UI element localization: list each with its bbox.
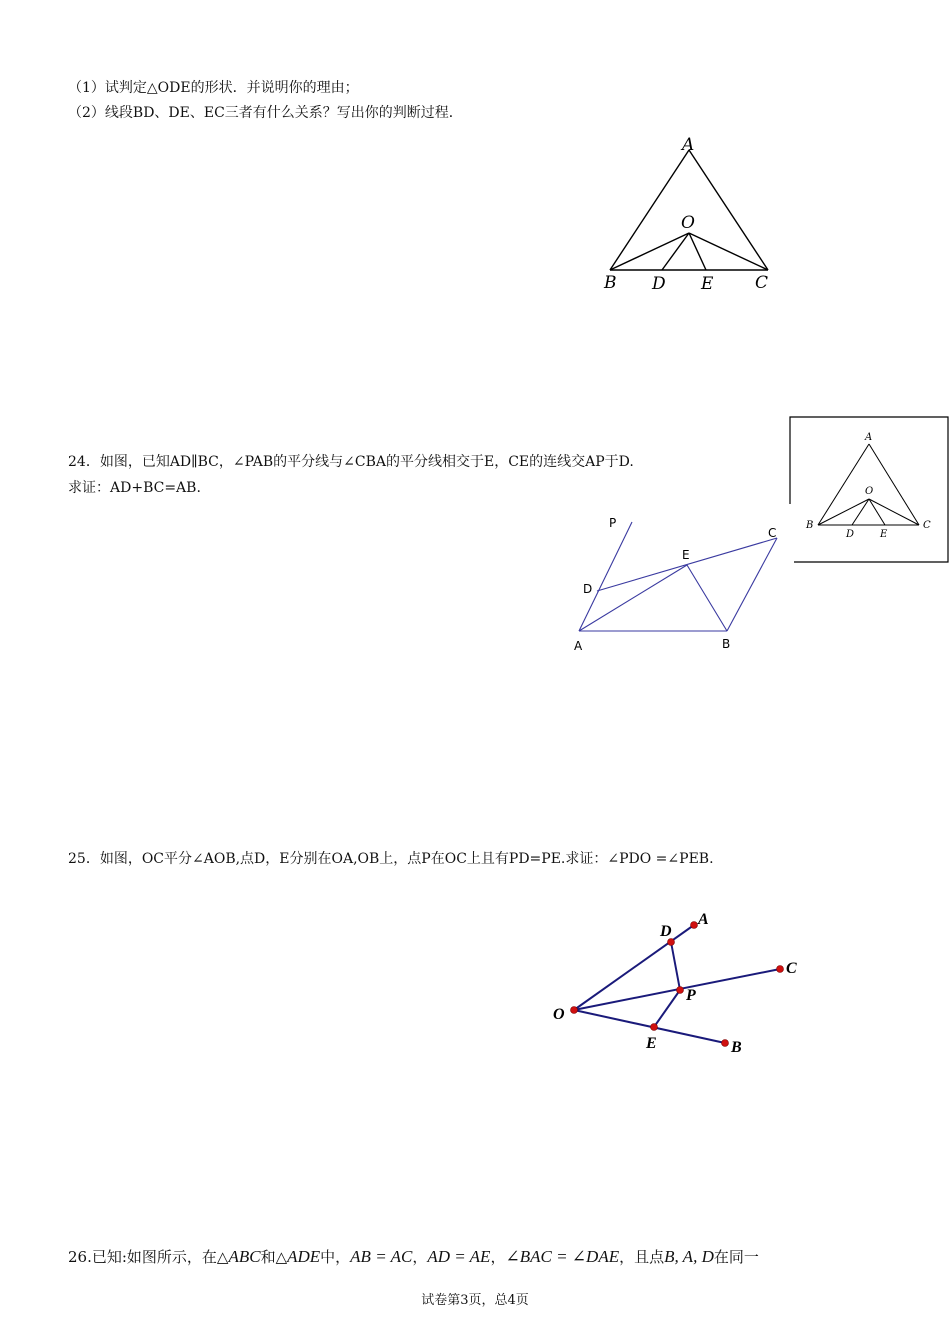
q25-point-e bbox=[651, 1024, 658, 1031]
q25-point-a bbox=[691, 922, 698, 929]
q25-line1: 25．如图，OC平分∠AOB,点D，E分别在OA,OB上，点P在OC上且有PD=PE.求证：∠PDO =∠PEB. bbox=[68, 851, 714, 867]
q25-label-b: B bbox=[731, 1039, 742, 1056]
q25-label-e: E bbox=[646, 1035, 657, 1052]
q24-label-e: E bbox=[682, 548, 690, 562]
q26-mid: 中， bbox=[320, 1248, 351, 1266]
side-boxed-figure bbox=[788, 416, 950, 564]
q24-label-d: D bbox=[583, 582, 593, 596]
q26-sep2: ， bbox=[490, 1248, 506, 1266]
q23-part1: （1）试判定△ODE的形状．并说明你的理由； bbox=[68, 80, 359, 96]
page-footer: 试卷第3页，总4页 bbox=[421, 1293, 529, 1308]
q25-point-c bbox=[777, 966, 784, 973]
q26-sep1: ， bbox=[412, 1248, 428, 1266]
q26-eq1: AB = AC bbox=[350, 1247, 413, 1266]
q23-part2: （2）线段BD、DE、EC三者有什么关系？写出你的判断过程． bbox=[68, 105, 463, 121]
side-label-e: E bbox=[880, 529, 888, 540]
side-label-d: D bbox=[846, 529, 855, 540]
q24-figure bbox=[570, 515, 790, 655]
q25-label-p: P bbox=[686, 987, 696, 1004]
q24-label-b: B bbox=[722, 637, 731, 651]
q23-label-e: E bbox=[701, 274, 714, 294]
q26-line1 bbox=[68, 1246, 759, 1268]
q23-triangle-figure bbox=[600, 130, 800, 300]
q26-tri1: ABC bbox=[228, 1247, 261, 1266]
q26-tail: 在同一 bbox=[713, 1248, 759, 1266]
q23-label-c: C bbox=[755, 273, 769, 293]
side-label-o: O bbox=[865, 486, 874, 497]
q23-label-b: B bbox=[604, 273, 617, 293]
q23-label-a: A bbox=[682, 135, 695, 155]
q23-label-o: O bbox=[681, 213, 695, 233]
q26-suffix: ，且点 bbox=[619, 1248, 665, 1266]
q25-label-a: A bbox=[698, 911, 709, 928]
q25-label-o: O bbox=[553, 1006, 565, 1023]
q26-prefix: 26.已知:如图所示，在△ bbox=[68, 1248, 229, 1266]
q26-eq2: AD = AE bbox=[427, 1247, 491, 1266]
q24-label-a: A bbox=[574, 639, 583, 653]
q25-point-p bbox=[677, 987, 684, 994]
q26-tri2: ADE bbox=[287, 1247, 321, 1266]
q24-line2: 求证：AD+BC=AB. bbox=[68, 480, 201, 496]
q23-label-d: D bbox=[652, 274, 666, 294]
q24-label-p: P bbox=[609, 516, 617, 530]
side-label-c: C bbox=[923, 520, 931, 531]
q26-points: B, A, D bbox=[664, 1247, 714, 1266]
q26-eq3: ∠BAC = ∠DAE bbox=[505, 1247, 620, 1266]
q25-label-c: C bbox=[786, 960, 797, 977]
q26-and: 和△ bbox=[260, 1248, 288, 1266]
q24-label-c: C bbox=[768, 526, 777, 540]
q25-point-b bbox=[722, 1040, 729, 1047]
q25-figure bbox=[550, 905, 810, 1055]
side-label-b: B bbox=[806, 520, 814, 531]
q24-line1: 24．如图，已知AD∥BC，∠PAB的平分线与∠CBA的平分线相交于E，CE的连线交AP于D. bbox=[68, 454, 634, 470]
side-label-a: A bbox=[865, 432, 873, 443]
q25-label-d: D bbox=[660, 923, 672, 940]
q25-point-o bbox=[571, 1007, 578, 1014]
